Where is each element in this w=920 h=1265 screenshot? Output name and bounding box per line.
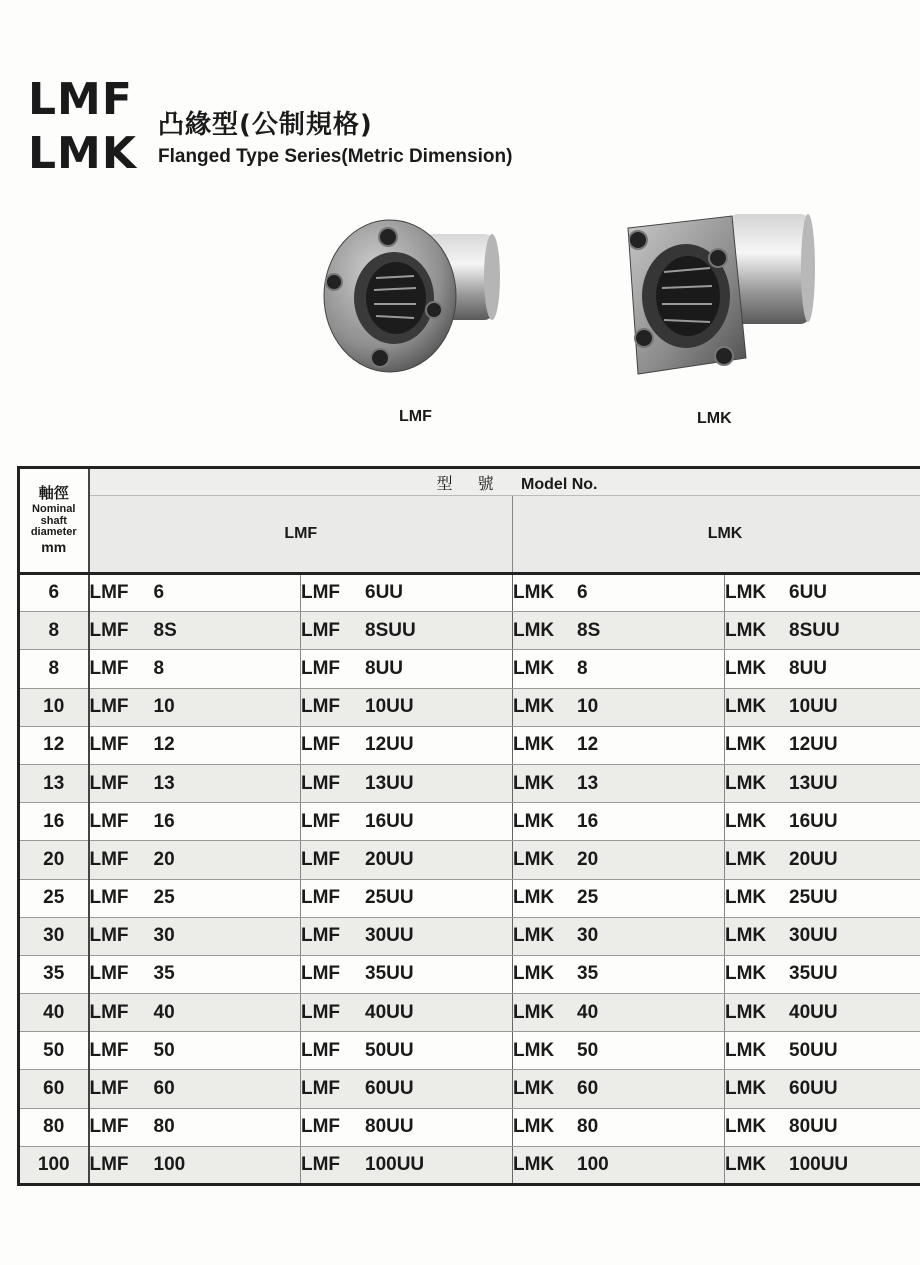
shaft-diameter-cell: 8 <box>19 612 89 650</box>
model-suffix: 8 <box>153 657 165 679</box>
model-suffix: 60UU <box>365 1078 414 1100</box>
model-suffix: 16UU <box>789 810 838 832</box>
lmk-uu-model-cell <box>725 1032 920 1070</box>
model-prefix: LMK <box>513 963 555 985</box>
model-suffix: 13 <box>153 772 175 794</box>
model-suffix: 10 <box>153 696 175 718</box>
model-suffix: 40 <box>153 1001 175 1023</box>
lmf-model-cell <box>89 1108 301 1146</box>
model-prefix: LMK <box>725 1078 767 1100</box>
model-prefix: LMK <box>725 1001 767 1023</box>
model-prefix: LMK <box>513 657 555 679</box>
model-suffix: 35 <box>577 963 599 985</box>
model-prefix: LMF <box>89 925 129 947</box>
table-row <box>19 994 920 1032</box>
model-prefix: LMK <box>725 887 767 909</box>
model-suffix: 16 <box>577 810 599 832</box>
model-prefix: LMF <box>301 582 341 604</box>
lmk-model-cell <box>513 1108 725 1146</box>
model-prefix: LMF <box>301 1153 341 1175</box>
model-suffix: 30 <box>577 925 599 947</box>
model-prefix: LMK <box>725 810 767 832</box>
model-suffix: 50UU <box>789 1039 838 1061</box>
model-prefix: LMK <box>725 582 767 604</box>
shaft-header-unit: mm <box>41 538 67 555</box>
model-prefix: LMK <box>725 963 767 985</box>
lmf-uu-model-cell <box>301 994 513 1032</box>
lmk-uu-model-cell <box>725 1070 920 1108</box>
model-suffix: 20UU <box>789 848 838 870</box>
model-suffix: 25UU <box>365 887 414 909</box>
model-prefix: LMF <box>301 848 341 870</box>
round-flange-bearing-image <box>318 212 500 382</box>
shaft-diameter-header <box>19 468 89 574</box>
lmk-model-cell <box>513 841 725 879</box>
model-prefix: LMF <box>301 1039 341 1061</box>
shaft-header-en-3: diameter <box>30 526 77 539</box>
shaft-diameter-cell: 80 <box>19 1108 89 1146</box>
model-suffix: 12UU <box>365 734 414 756</box>
table-row <box>19 726 920 764</box>
table-row <box>19 688 920 726</box>
lmf-uu-model-cell <box>301 764 513 802</box>
table-row <box>19 1108 920 1146</box>
lmk-model-cell <box>513 726 725 764</box>
lmf-model-cell <box>89 726 301 764</box>
lmk-model-cell <box>513 764 725 802</box>
model-suffix: 6 <box>153 582 165 604</box>
lmk-model-cell <box>513 650 725 688</box>
lmk-model-cell <box>513 612 725 650</box>
model-prefix: LMK <box>513 1078 555 1100</box>
model-prefix: LMK <box>725 772 767 794</box>
lmk-uu-model-cell <box>725 574 920 612</box>
lmf-uu-model-cell <box>301 955 513 993</box>
model-prefix: LMK <box>513 1001 555 1023</box>
shaft-diameter-cell: 16 <box>19 803 89 841</box>
model-suffix: 12UU <box>789 734 838 756</box>
table-row <box>19 764 920 802</box>
model-suffix: 13 <box>577 772 599 794</box>
lmk-model-cell <box>513 574 725 612</box>
model-suffix: 16 <box>153 810 175 832</box>
shaft-header-cn: 軸徑 <box>38 484 69 503</box>
group-header-lmk: LMK <box>513 496 920 574</box>
model-prefix: LMF <box>301 810 341 832</box>
model-prefix: LMF <box>301 619 341 641</box>
model-prefix: LMK <box>513 619 555 641</box>
model-suffix: 25UU <box>789 887 838 909</box>
model-suffix: 60 <box>577 1078 599 1100</box>
lmk-uu-model-cell <box>725 726 920 764</box>
model-suffix: 20UU <box>365 848 414 870</box>
lmk-uu-model-cell <box>725 841 920 879</box>
model-prefix: LMK <box>513 582 555 604</box>
caption-lmk: LMK <box>697 410 732 427</box>
shaft-diameter-cell: 20 <box>19 841 89 879</box>
table-row <box>19 803 920 841</box>
lmf-model-cell <box>89 1146 301 1184</box>
model-suffix: 30UU <box>789 925 838 947</box>
model-suffix: 25 <box>577 887 599 909</box>
model-suffix: 13UU <box>365 772 414 794</box>
lmk-uu-model-cell <box>725 1108 920 1146</box>
model-prefix: LMF <box>301 1116 341 1138</box>
model-prefix: LMF <box>89 848 129 870</box>
model-prefix: LMF <box>89 963 129 985</box>
lmf-model-cell <box>89 764 301 802</box>
lmk-model-cell <box>513 803 725 841</box>
shaft-diameter-cell: 30 <box>19 917 89 955</box>
model-prefix: LMK <box>513 734 555 756</box>
lmk-model-cell <box>513 1070 725 1108</box>
lmf-uu-model-cell <box>301 1108 513 1146</box>
model-suffix: 12 <box>153 734 175 756</box>
model-prefix: LMF <box>89 887 129 909</box>
lmk-uu-model-cell <box>725 803 920 841</box>
lmk-uu-model-cell <box>725 650 920 688</box>
lmf-uu-model-cell <box>301 879 513 917</box>
shaft-diameter-cell: 8 <box>19 650 89 688</box>
model-prefix: LMF <box>89 696 129 718</box>
model-prefix: LMF <box>301 887 341 909</box>
lmf-uu-model-cell <box>301 917 513 955</box>
model-prefix: LMF <box>301 734 341 756</box>
model-prefix: LMK <box>725 925 767 947</box>
model-suffix: 35UU <box>365 963 414 985</box>
model-no-header <box>89 468 920 496</box>
lmk-uu-model-cell <box>725 1146 920 1184</box>
page-title-english: Flanged Type Series(Metric Dimension) <box>158 146 513 167</box>
model-suffix: 25 <box>153 887 175 909</box>
lmf-uu-model-cell <box>301 1146 513 1184</box>
shaft-diameter-cell: 10 <box>19 688 89 726</box>
lmk-uu-model-cell <box>725 994 920 1032</box>
lmf-model-cell <box>89 994 301 1032</box>
model-suffix: 20 <box>577 848 599 870</box>
model-prefix: LMF <box>89 1153 129 1175</box>
model-suffix: 10UU <box>365 696 414 718</box>
shaft-diameter-cell: 60 <box>19 1070 89 1108</box>
shaft-diameter-cell: 50 <box>19 1032 89 1070</box>
model-suffix: 40UU <box>365 1001 414 1023</box>
model-prefix: LMF <box>89 772 129 794</box>
lmf-uu-model-cell <box>301 1070 513 1108</box>
shaft-diameter-cell: 12 <box>19 726 89 764</box>
page-title-chinese: 凸緣型(公制規格) <box>158 110 373 140</box>
model-suffix: 20 <box>153 848 175 870</box>
model-prefix: LMF <box>89 1078 129 1100</box>
table-body <box>19 574 920 1185</box>
model-suffix: 80 <box>153 1116 175 1138</box>
lmf-model-cell <box>89 841 301 879</box>
lmf-model-cell <box>89 879 301 917</box>
model-suffix: 8 <box>577 657 588 679</box>
lmf-model-cell <box>89 650 301 688</box>
model-prefix: LMK <box>725 1116 767 1138</box>
model-suffix: 8S <box>153 619 177 641</box>
model-prefix: LMK <box>725 848 767 870</box>
lmf-uu-model-cell <box>301 1032 513 1070</box>
model-suffix: 50 <box>577 1039 599 1061</box>
table-row <box>19 955 920 993</box>
model-prefix: LMK <box>725 1039 767 1061</box>
model-suffix: 40UU <box>789 1001 838 1023</box>
table-row <box>19 650 920 688</box>
lmf-model-cell <box>89 574 301 612</box>
model-suffix: 6 <box>577 582 588 604</box>
model-prefix: LMK <box>725 696 767 718</box>
lmf-uu-model-cell <box>301 726 513 764</box>
shaft-diameter-cell: 25 <box>19 879 89 917</box>
model-prefix: LMF <box>89 734 129 756</box>
table-row <box>19 1032 920 1070</box>
table-row <box>19 612 920 650</box>
group-header-lmf: LMF <box>89 496 513 574</box>
model-suffix: 50 <box>153 1039 175 1061</box>
lmk-model-cell <box>513 1032 725 1070</box>
model-prefix: LMF <box>301 1001 341 1023</box>
model-suffix: 30 <box>153 925 175 947</box>
lmk-model-cell <box>513 955 725 993</box>
model-prefix: LMK <box>513 1039 555 1061</box>
lmk-model-cell <box>513 1146 725 1184</box>
model-suffix: 6UU <box>365 582 404 604</box>
model-suffix: 100UU <box>789 1153 849 1175</box>
lmf-model-cell <box>89 917 301 955</box>
lmf-uu-model-cell <box>301 574 513 612</box>
lmk-model-cell <box>513 917 725 955</box>
model-prefix: LMK <box>725 619 767 641</box>
model-prefix: LMK <box>513 925 555 947</box>
model-suffix: 8SUU <box>365 619 416 641</box>
model-header-en: Model No. <box>521 475 598 493</box>
shaft-diameter-cell: 13 <box>19 764 89 802</box>
model-suffix: 8SUU <box>789 619 840 641</box>
lmf-model-cell <box>89 1070 301 1108</box>
lmf-model-cell <box>89 1032 301 1070</box>
model-suffix: 40 <box>577 1001 599 1023</box>
model-prefix: LMK <box>725 1153 767 1175</box>
model-prefix: LMK <box>513 848 555 870</box>
series-code-lmf: LMF <box>28 74 133 125</box>
model-suffix: 12 <box>577 734 599 756</box>
square-flange-bearing-image <box>620 208 815 383</box>
model-prefix: LMF <box>89 1001 129 1023</box>
model-suffix: 10 <box>577 696 599 718</box>
model-prefix: LMK <box>725 734 767 756</box>
model-suffix: 100 <box>153 1153 186 1175</box>
model-prefix: LMK <box>513 1116 555 1138</box>
shaft-diameter-cell: 35 <box>19 955 89 993</box>
lmf-model-cell <box>89 688 301 726</box>
model-header-cn: 型 號 <box>436 473 504 493</box>
shaft-diameter-cell: 6 <box>19 574 89 612</box>
lmk-model-cell <box>513 879 725 917</box>
model-suffix: 80 <box>577 1116 599 1138</box>
table-row <box>19 1070 920 1108</box>
model-table <box>17 466 920 1186</box>
lmf-uu-model-cell <box>301 612 513 650</box>
lmf-uu-model-cell <box>301 803 513 841</box>
model-prefix: LMF <box>301 925 341 947</box>
table-row <box>19 841 920 879</box>
model-prefix: LMF <box>301 772 341 794</box>
model-prefix: LMK <box>513 696 555 718</box>
model-suffix: 60 <box>153 1078 175 1100</box>
lmk-uu-model-cell <box>725 612 920 650</box>
table-row <box>19 574 920 612</box>
model-suffix: 8S <box>577 619 601 641</box>
model-prefix: LMK <box>513 810 555 832</box>
model-suffix: 13UU <box>789 772 838 794</box>
model-prefix: LMK <box>513 772 555 794</box>
lmk-model-cell <box>513 688 725 726</box>
model-suffix: 100 <box>577 1153 609 1175</box>
model-prefix: LMF <box>301 1078 341 1100</box>
lmk-uu-model-cell <box>725 879 920 917</box>
model-prefix: LMF <box>89 1039 129 1061</box>
lmf-model-cell <box>89 955 301 993</box>
model-prefix: LMF <box>89 619 129 641</box>
lmf-model-cell <box>89 612 301 650</box>
model-prefix: LMK <box>513 1153 555 1175</box>
lmk-uu-model-cell <box>725 917 920 955</box>
model-prefix: LMF <box>301 657 341 679</box>
model-suffix: 10UU <box>789 696 838 718</box>
model-suffix: 16UU <box>365 810 414 832</box>
caption-lmf: LMF <box>399 408 432 425</box>
model-suffix: 80UU <box>789 1116 838 1138</box>
table-row <box>19 1146 920 1184</box>
lmk-uu-model-cell <box>725 764 920 802</box>
shaft-header-en-1: Nominal <box>32 503 76 516</box>
lmf-uu-model-cell <box>301 688 513 726</box>
shaft-header-en-2: shaft <box>40 514 67 527</box>
model-suffix: 35UU <box>789 963 838 985</box>
model-suffix: 8UU <box>789 657 828 679</box>
lmf-uu-model-cell <box>301 841 513 879</box>
model-suffix: 30UU <box>365 925 414 947</box>
model-prefix: LMF <box>301 963 341 985</box>
model-prefix: LMF <box>89 582 129 604</box>
table-row <box>19 917 920 955</box>
lmk-model-cell <box>513 994 725 1032</box>
model-suffix: 80UU <box>365 1116 414 1138</box>
lmf-uu-model-cell <box>301 650 513 688</box>
model-suffix: 8UU <box>365 657 404 679</box>
model-prefix: LMK <box>513 887 555 909</box>
model-suffix: 35 <box>153 963 175 985</box>
lmf-model-cell <box>89 803 301 841</box>
model-prefix: LMK <box>725 657 767 679</box>
model-prefix: LMF <box>301 696 341 718</box>
model-prefix: LMF <box>89 1116 129 1138</box>
lmk-uu-model-cell <box>725 688 920 726</box>
shaft-diameter-cell: 40 <box>19 994 89 1032</box>
model-suffix: 60UU <box>789 1078 838 1100</box>
model-suffix: 6UU <box>789 582 828 604</box>
lmk-uu-model-cell <box>725 955 920 993</box>
shaft-diameter-cell: 100 <box>19 1146 89 1184</box>
model-prefix: LMF <box>89 657 129 679</box>
model-suffix: 50UU <box>365 1039 414 1061</box>
series-code-lmk: LMK <box>28 128 137 179</box>
model-suffix: 100UU <box>365 1153 425 1175</box>
table-row <box>19 879 920 917</box>
model-prefix: LMF <box>89 810 129 832</box>
